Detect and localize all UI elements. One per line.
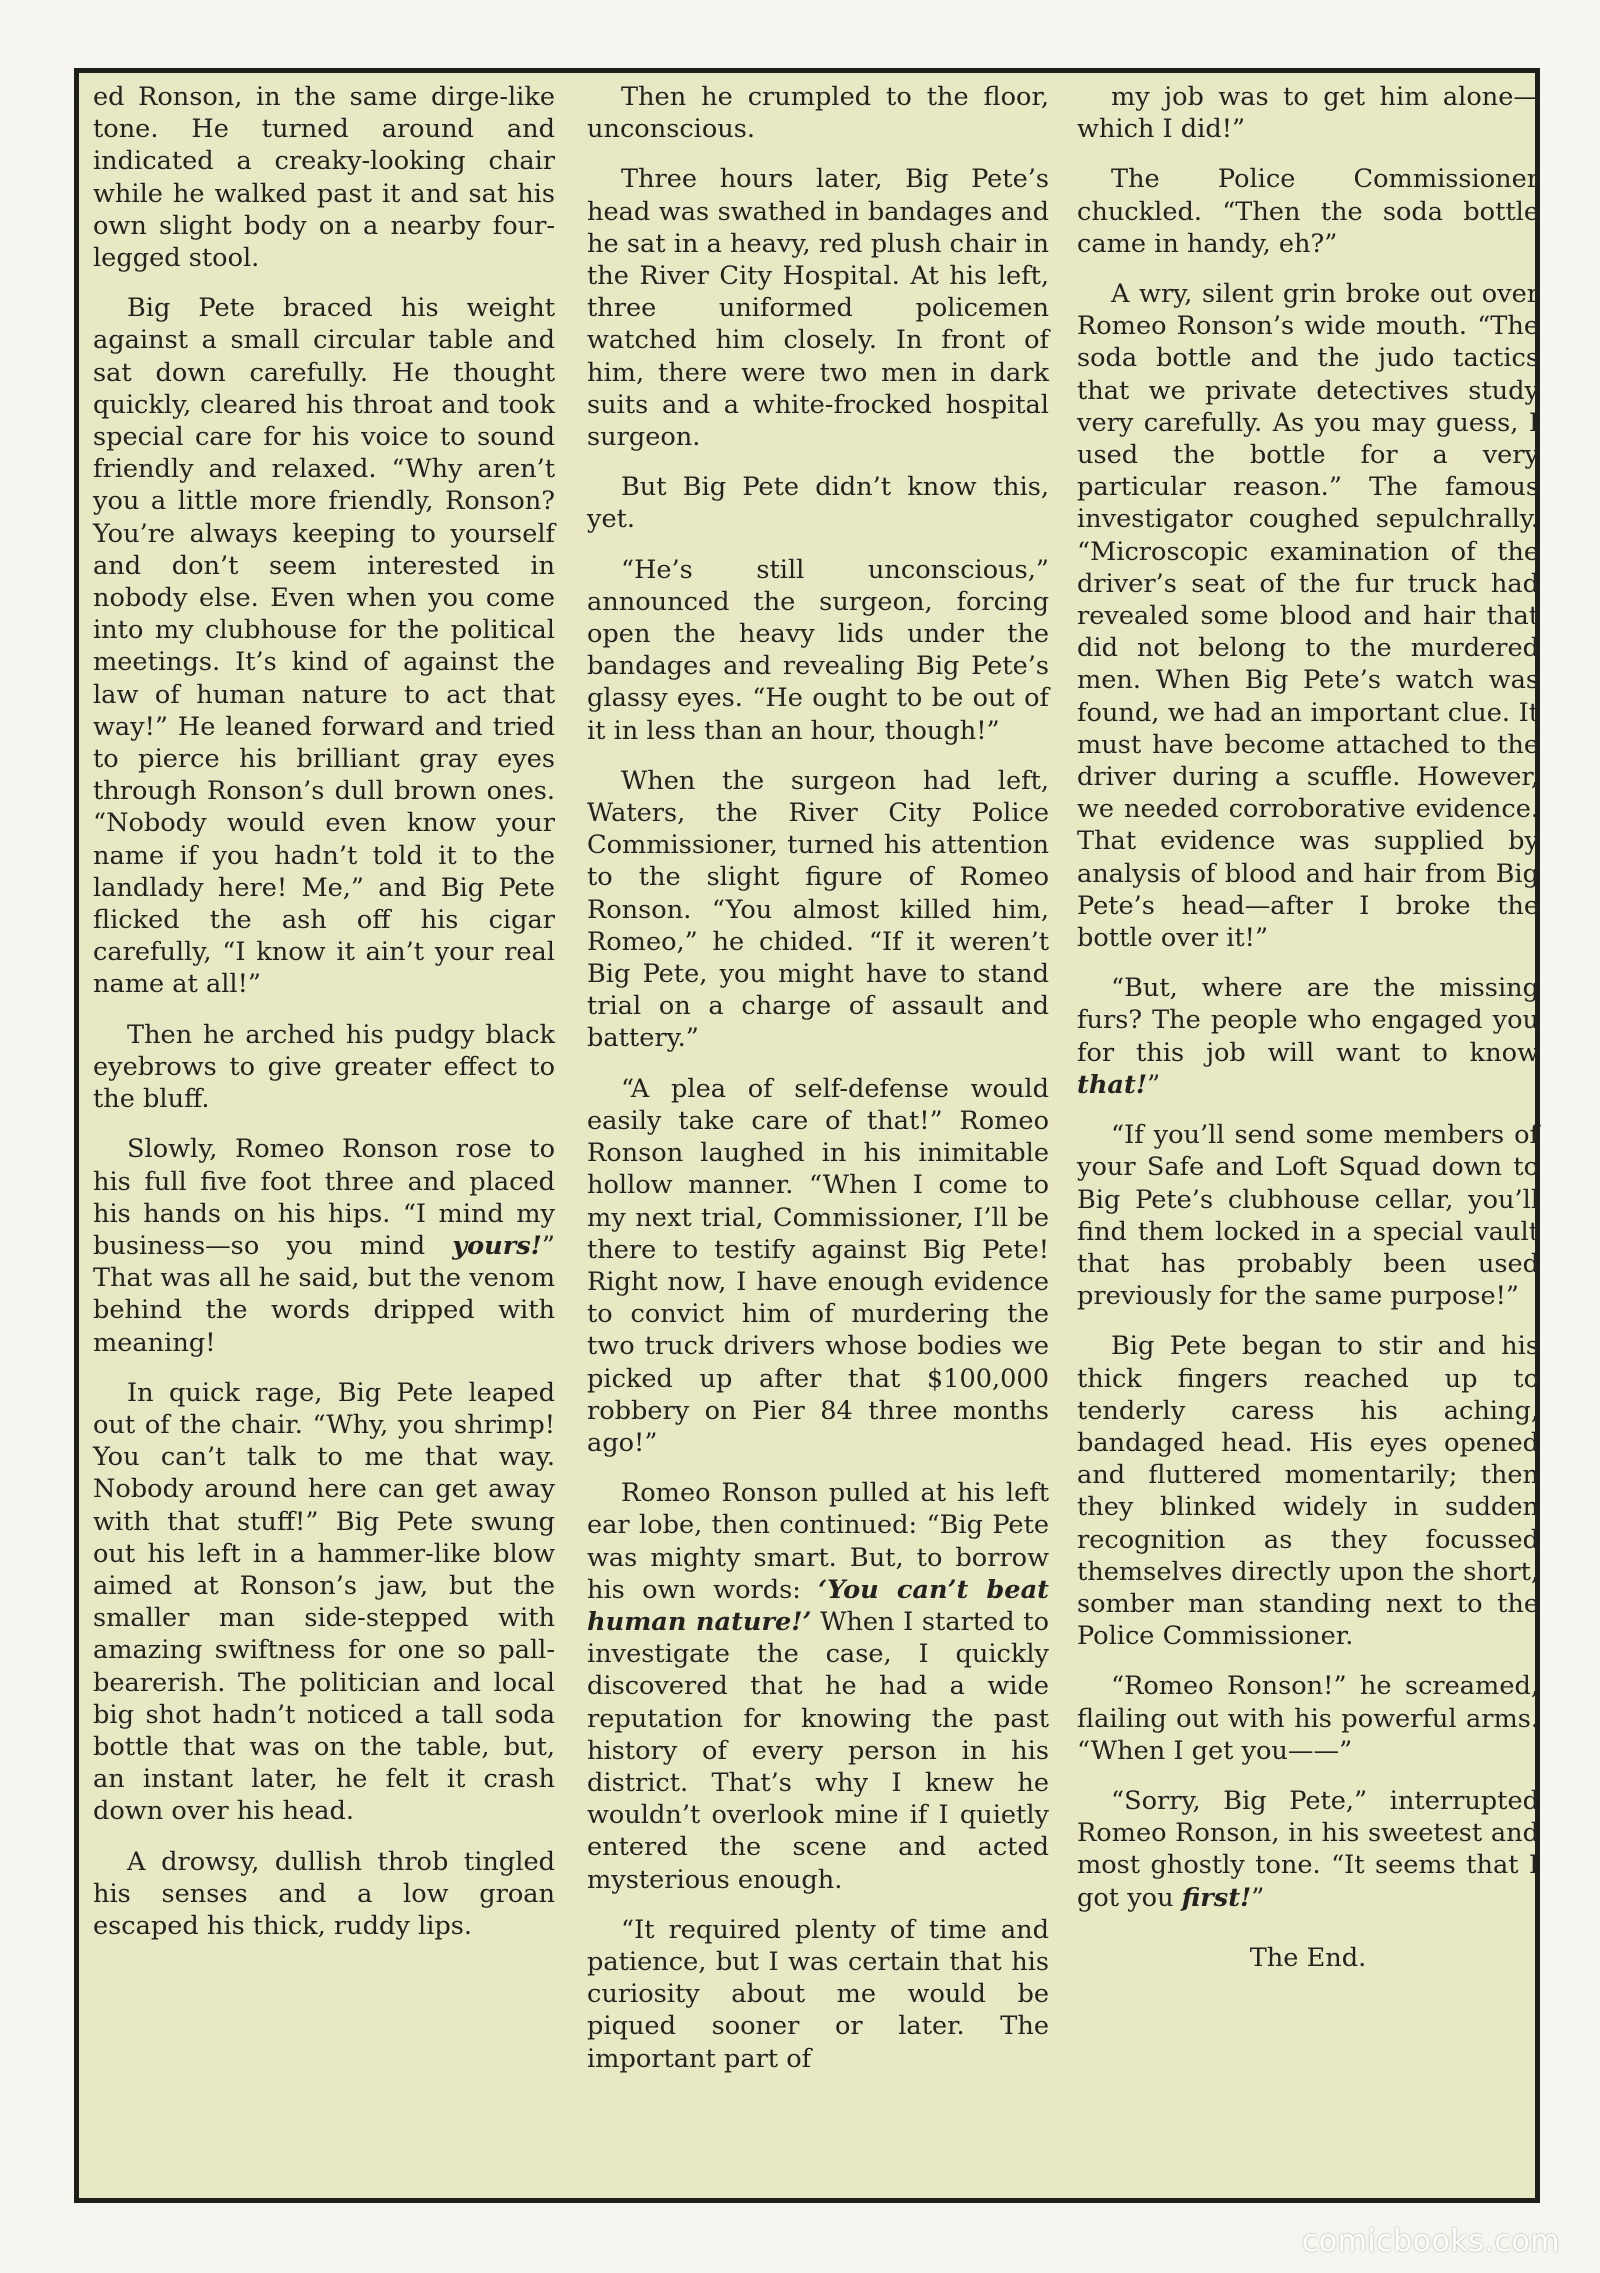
story-paragraph: But Big Pete didn’t know this, yet. [587,472,1049,535]
story-paragraph: “Sorry, Big Pete,” interrupted Romeo Ronson, in his sweetest and most ghostly tone. “It seems that I got you first!” [1077,1785,1539,1913]
story-paragraph: When the surgeon had left, Waters, the River City Police Commissioner, turned his attention to the slight figure of Romeo Ronson. “You almost killed him, Romeo,” he chided. “If it weren’t Big Pete, you might have to stand trial on a charge of assault and battery.” [587,765,1049,1054]
story-paragraph: Three hours later, Big Pete’s head was swathed in bandages and he sat in a heavy, red plush chair in the River City Hospital. At his left, three uniformed policemen watched him closely. In front of him, there were two men in dark suits and a white-frocked hospital surgeon. [587,164,1049,453]
story-paragraph: “A plea of self-defense would easily take care of that!” Romeo Ronson laughed in his inimitable hollow manner. “When I come to my next trial, Commissioner, I’ll be there to testify against Big Pete! Right now, I have enough evidence to convict him of murdering the two truck drivers whose bodies we picked up after that $100,000 robbery on Pier 84 three months ago!” [587,1073,1049,1458]
story-paragraph: ed Ronson, in the same dirge-like tone. He turned around and indicated a creaky-looking chair while he walked past it and sat his own slight body on a nearby four-legged stool. [93,82,555,274]
text-column-2 [587,81,1049,2093]
story-paragraph: “If you’ll send some members of your Safe and Loft Squad down to Big Pete’s clubhouse cellar, you’ll find them locked in a special vault that has probably been used previously for the same purpose!” [1077,1120,1539,1312]
story-paragraph: my job was to get him alone—which I did!” [1077,82,1539,145]
text-column-3 [1077,81,1539,1992]
story-paragraph: Big Pete braced his weight against a small circular table and sat down carefully. He thought quickly, cleared his throat and took special care for his voice to sound friendly and relaxed. “Why aren’t you a little more friendly, Ronson? You’re always keeping to yourself and don’t seem interested in nobody else. Even when you come into my clubhouse for the political meetings. It’s kind of against the law of human nature to act that way!” He leaned forward and tried to pierce his brilliant gray eyes through Ronson’s dull brown ones. “Nobody would even know your name if you hadn’t told it to the landlady here! Me,” and Big Pete flicked the ash off his cigar carefully, “I know it ain’t your real name at all!” [93,293,555,1000]
story-paragraph: The Police Commissioner chuckled. “Then the soda bottle came in handy, eh?” [1077,164,1539,259]
end-label: The End. [1249,1942,1367,1973]
story-paragraph: Then he crumpled to the floor, unconscious. [587,82,1049,145]
story-paragraph: Slowly, Romeo Ronson rose to his full five foot three and placed his hands on his hips. “I mind my business—so you mind yours!” That was all he said, but the venom behind the words dripped with meaning! [93,1134,555,1358]
text-column-1 [93,81,555,1960]
story-paragraph: A drowsy, dullish throb tingled his senses and a low groan escaped his thick, ruddy lips. [93,1846,555,1941]
story-paragraph: “He’s still unconscious,” announced the surgeon, forcing open the heavy lids under the bandages and revealing Big Pete’s glassy eyes. “He ought to be out of it in less than an hour, though!” [587,554,1049,746]
story-paragraph: Romeo Ronson pulled at his left ear lobe, then continued: “Big Pete was mighty smart. But, to borrow his own words: ‘You can’t beat human nature!’ When I started to investigate the case, I quickly discovered that he had a wide reputation for knowing the past history of every person in his district. That’s why I knew he wouldn’t overlook mine if I quietly entered the scene and acted mysterious enough. [587,1478,1049,1895]
story-paragraph: Big Pete began to stir and his thick fingers reached up to tenderly caress his aching, bandaged head. His eyes opened and fluttered momentarily; then they blinked widely in sudden recognition as they focussed themselves directly upon the short, somber man standing next to the Police Commissioner. [1077,1331,1539,1652]
story-paragraph: “It required plenty of time and patience, but I was certain that his curiosity about me would be piqued sooner or later. The important part of [587,1914,1049,2074]
story-paragraph: A wry, silent grin broke out over Romeo Ronson’s wide mouth. “The soda bottle and the judo tactics that we private detectives study very carefully. As you may guess, I used the bottle for a very particular reason.” The famous investigator coughed sepulchrally. “Microscopic examination of the driver’s seat of the fur truck had revealed some blood and hair that did not belong to the murdered men. When Big Pete’s watch was found, we had an important clue. It must have become attached to the driver during a scuffle. However, we needed corroborative evidence. That evidence was supplied by analysis of blood and hair from Big Pete’s head—after I broke the bottle over it!” [1077,279,1539,954]
story-paragraph: “But, where are the missing furs? The people who engaged you for this job will want to know that!” [1077,973,1539,1100]
story-text-box [74,68,1540,2203]
story-paragraph: Then he arched his pudgy black eyebrows to give greater effect to the bluff. [93,1019,555,1115]
story-paragraph: “Romeo Ronson!” he screamed, flailing out with his powerful arms. “When I get you——” [1077,1671,1539,1766]
story-paragraph: In quick rage, Big Pete leaped out of the chair. “Why, you shrimp! You can’t talk to me that way. Nobody around here can get away with that stuff!” Big Pete swung out his left in a hammer-like blow aimed at Ronson’s jaw, but the smaller man side-stepped with amazing swiftness for one so pall-bearerish. The politician and local big shot hadn’t noticed a tall soda bottle that was on the table, but, an instant later, he felt it crash down over his head. [93,1377,555,1827]
site-watermark: comicbooks.com [1301,2224,1560,2259]
